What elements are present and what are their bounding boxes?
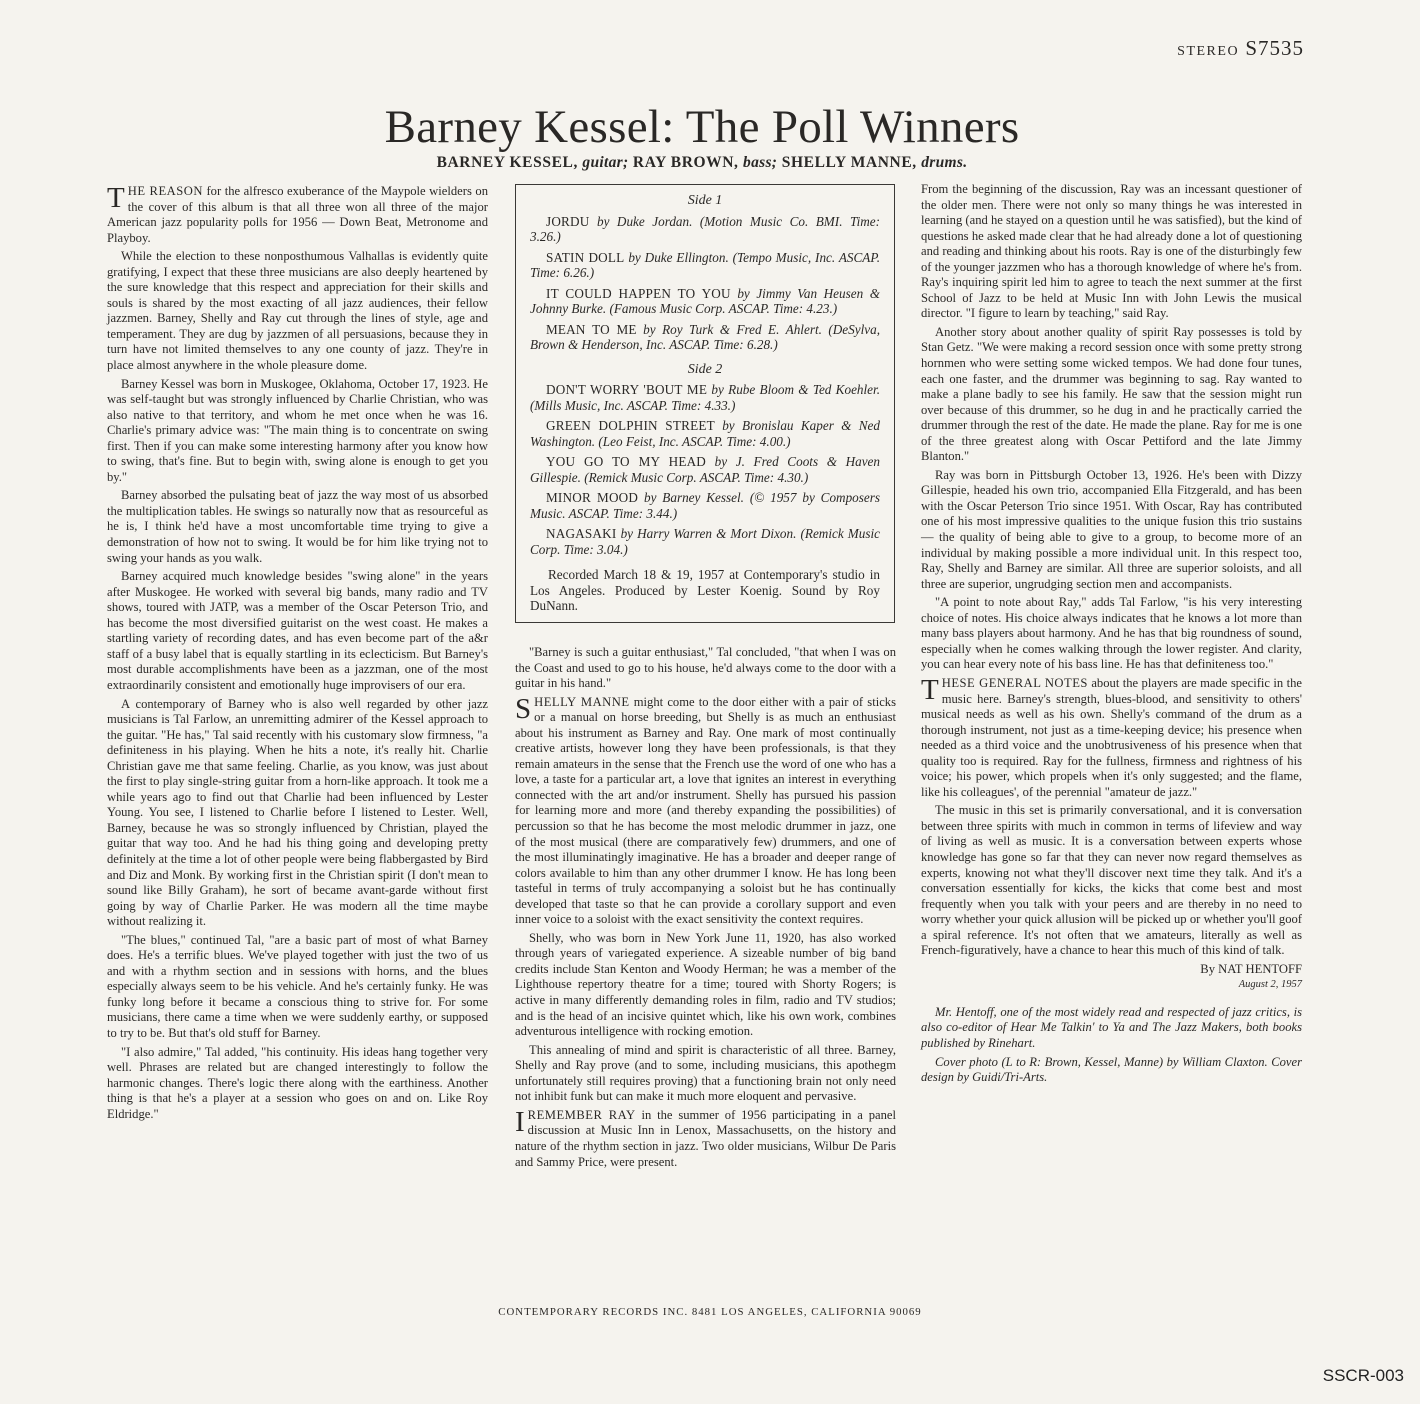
stereo-label: STEREO bbox=[1177, 44, 1240, 59]
paragraph-text: Barney absorbed the pulsating beat of jazz the way most of us absorbed the multiplication tables. He swings so naturally now that as resourceful as he is, I think he'd have a most uncomfortable time trying to give a demonstration of how not to swing. It would be for him like trying not to swing your hands as you walk. bbox=[107, 488, 488, 565]
paragraph-text: for the alfresco exuberance of the Maypole wielders on the cover of this album is that all three won all three of the major American jazz popularity polls for 1956 — Down Beat, Metronome and Playboy. bbox=[107, 184, 488, 245]
track-title: JORDU bbox=[546, 213, 590, 229]
tracklist-box bbox=[515, 184, 895, 623]
personnel-line bbox=[0, 154, 1404, 172]
lead-in-caps: REMEMBER RAY bbox=[527, 1107, 636, 1122]
track-entry bbox=[530, 526, 880, 557]
liner-notes-column-2 bbox=[515, 645, 896, 1173]
note-hentoff: Mr. Hentoff, one of the most widely read and respected of jazz critics, is also co-editor of Hear Me Talkin' to Ya and The Jazz Makers, both books published by Rinehart. bbox=[921, 1004, 1302, 1050]
paragraph-text: "Barney is such a guitar enthusiast," Tal concluded, "that when I was on the Coast and used to go to his house, he'd always come to the door with a guitar in his hand." bbox=[515, 645, 896, 691]
paragraph bbox=[515, 645, 896, 692]
paragraph-text: A contemporary of Barney who is also well regarded by other jazz musicians is Tal Farlow, an unremitting admirer of the Kessel approach to the guitar. "He has," Tal said recently with his customary slow firmness, "a definiteness in his playing. When he hits a note, it's really hit. Charlie Christian gave me that same feeling. Charlie, as you know, was just about the first to play single-string guitar from a horn-like approach. It took me a while years ago to find out that Charlie had been influenced by Lester Young. You see, I listened to Charlie before I listened to Lester. Well, Barney, because he was so strongly influenced by Christian, played the guitar that way too. And he had his thing going and developing pretty definitely at the time a lot of other people were being flabbergasted by Bird and Diz and Monk. By working first in the Christian spirit (I don't mean to sound like Billy Graham), he sort of became avant-garde without first going by way of Charlie Parker. He was modern all the time maybe without realizing it. bbox=[107, 696, 488, 929]
track-entry bbox=[530, 214, 880, 245]
drop-cap: S bbox=[515, 692, 532, 725]
author-byline: By NAT HENTOFF bbox=[1200, 961, 1302, 976]
lead-in-caps: HELLY MANNE bbox=[534, 694, 630, 709]
track-entry bbox=[530, 250, 880, 281]
paragraph-text: Shelly, who was born in New York June 11, 1920, has also worked through years of variegated experience. A sizeable number of big band credits include Stan Kenton and Woody Herman; he was a member of the Lighthouse repertory theatre for a time; toured with Shorty Rogers; is active in many differently demanding roles in film, radio and TV studios; and is the head of an incisive quintet which, like his own work, combines adventurous intelligence with rocking emotion. bbox=[515, 930, 896, 1039]
brown-name: RAY BROWN, bbox=[632, 154, 739, 171]
signature bbox=[921, 962, 1302, 993]
track-entry bbox=[530, 418, 880, 449]
track-entry bbox=[530, 322, 880, 353]
manne-name: SHELLY MANNE, bbox=[781, 154, 917, 171]
liner-notes-column-1 bbox=[107, 184, 488, 1125]
paragraph bbox=[107, 933, 488, 1042]
lead-in-caps: HE REASON bbox=[127, 184, 203, 198]
side-1-heading: Side 1 bbox=[687, 193, 723, 208]
track-title: NAGASAKI bbox=[546, 526, 617, 541]
track-credit: by Rube Bloom & Ted Koehler. (Mills Music, Inc. ASCAP. Time: 4.33.) bbox=[530, 382, 881, 413]
track-credit: by Bronislau Kaper & Ned Washington. (Leo Feist, Inc. ASCAP. Time: 4.00.) bbox=[530, 418, 881, 449]
kessel-name: BARNEY KESSEL, bbox=[436, 154, 578, 171]
paragraph bbox=[107, 377, 488, 486]
paragraph-text: Barney acquired much knowledge besides "swing alone" in the years after Muskogee. He worked with several big bands, many radio and TV shows, toured with JATP, was a member of the Oscar Peterson Trio, and has become the most diversified guitarist on the west coast. He makes a startling variety of recording dates, and has even become part of the a&r staff of a busy label that is equally startling in its eclecticism. But Barney's most durable accomplishments have been as a jazzman, one of the most extraordinarily consistent and emotionally huge improvisers of our era. bbox=[107, 569, 488, 692]
track-entry bbox=[530, 490, 880, 521]
paragraph-text: "I also admire," Tal added, "his continuity. His ideas hang together very well. Phrases are related but are changed interestingly to follow the harmonic changes. There's logic there along with the earthiness. Another thing is that he's a player at a session who goes on and on. Like Roy Eldridge." bbox=[107, 1044, 488, 1121]
manne-instrument: drums. bbox=[921, 154, 968, 171]
paragraph-text: about the players are made specific in the music here. Barney's strength, blues-blood, and sensitivity to others' musical needs as well as his own. Shelly's command of the drum as a thorough instrument, not just as a time-keeping device; his presence when needed as a third voice and the unobtrusiveness of his presence when that quality too is required. Ray for the fullness, firmness and rightness of his voice; his power, which propels when it's only suggested; and the flame, like his colleagues', of the perennial "amateur de jazz." bbox=[921, 675, 1303, 799]
track-entry bbox=[530, 382, 880, 413]
track-credit: by Jimmy Van Heusen & Johnny Burke. (Famous Music Corp. ASCAP. Time: 4.23.) bbox=[530, 285, 881, 316]
note-cover-photo: Cover photo (L to R: Brown, Kessel, Manne) by William Claxton. Cover design by Guidi/Tri-Arts. bbox=[921, 1054, 1302, 1085]
paragraph bbox=[921, 325, 1302, 465]
paragraph bbox=[921, 673, 1303, 800]
paragraph bbox=[107, 1045, 488, 1123]
paragraph bbox=[921, 468, 1302, 592]
paragraph bbox=[107, 249, 488, 373]
track-entry bbox=[530, 286, 880, 317]
album-title: Barney Kessel: The Poll Winners bbox=[384, 101, 1020, 153]
track-title: IT COULD HAPPEN TO YOU bbox=[546, 285, 731, 301]
brown-instrument: bass; bbox=[743, 154, 778, 171]
drop-cap: T bbox=[921, 673, 939, 706]
paragraph-text: "A point to note about Ray," adds Tal Farlow, "is his very interesting choice of notes. His choice always indicates that he knows a lot more than many bass players about harmony. And he has that big roundness of sound, especially when he comes walking through the lower register. And clarity, you can hear every note of his bass line. He has that definiteness too." bbox=[921, 595, 1302, 672]
track-credit: by Barney Kessel. (© 1957 by Composers Music. ASCAP. Time: 3.44.) bbox=[530, 490, 881, 521]
paragraph bbox=[515, 1043, 896, 1105]
liner-notes-column-3 bbox=[921, 182, 1302, 1089]
side-2-heading: Side 2 bbox=[687, 361, 723, 377]
track-title: MEAN TO ME bbox=[546, 321, 637, 337]
lead-in-caps: HESE GENERAL NOTES bbox=[941, 675, 1088, 690]
paragraph-text: "The blues," continued Tal, "are a basic part of most of what Barney does. He's a terrific blues. We've played together with just the two of us and with a rhythm section and in sessions with horns, and the blues especially always seem to be his vehicle. And he's certainly funky. He was funky long before it became a conscious thing to strive for. For some musicians, there came a time when we were suddenly earthy, or supposed to try to be. But that's old stuff for Barney. bbox=[107, 932, 488, 1040]
credits-notes bbox=[921, 1005, 1302, 1086]
signature-date: August 2, 1957 bbox=[1238, 979, 1302, 991]
track-title: SATIN DOLL bbox=[546, 249, 625, 265]
paragraph-text: From the beginning of the discussion, Ray was an incessant questioner of the older men. There were not only so many things he was interested in learning (and he stayed on a question until he was satisfied), but the kind of questions he asked made clear that he had already done a lot of questioning and reading and thinking about his roots. Ray is one of the disturbingly few of the younger jazzmen who has a thorough knowledge of where he's from. Ray's inquiring spirit led him to agree to teach the next summer at the first School of Jazz to be held at Music Inn with John Lewis the musical director. "I figure to learn by teaching," said Ray. bbox=[921, 182, 1302, 321]
paragraph bbox=[515, 692, 896, 928]
recording-credits: Recorded March 18 & 19, 1957 at Contemporary's studio in Los Angeles. Produced by Lester Koenig. Sound by Roy DuNann. bbox=[530, 567, 880, 613]
track-title: MINOR MOOD bbox=[546, 490, 639, 505]
paragraph-text: in the summer of 1956 participating in a panel discussion at Music Inn in Lenox, Massachusetts, on the history and nature of the rhythm section in jazz. Two older musicians, Wilbur De Paris and Sammy Price, were present. bbox=[515, 1107, 896, 1169]
paragraph bbox=[515, 931, 896, 1040]
track-credit: by J. Fred Coots & Haven Gillespie. (Remick Music Corp. ASCAP. Time: 4.30.) bbox=[530, 454, 881, 485]
track-credit: by Roy Turk & Fred E. Ahlert. (DeSylva, Brown & Henderson, Inc. ASCAP. Time: 6.28.) bbox=[530, 321, 881, 352]
paragraph bbox=[107, 569, 488, 693]
track-title: DON'T WORRY 'BOUT ME bbox=[546, 382, 708, 397]
side-2-tracks bbox=[530, 382, 880, 557]
track-credit: by Duke Ellington. (Tempo Music, Inc. ASCAP. Time: 6.26.) bbox=[530, 249, 881, 280]
paragraph bbox=[921, 595, 1302, 673]
stereo-catalog bbox=[1177, 36, 1304, 61]
track-credit: by Harry Warren & Mort Dixon. (Remick Music Corp. Time: 3.04.) bbox=[530, 526, 881, 557]
paragraph-text: The music in this set is primarily conversational, and it is conversation between three spirits with much in common in terms of lifeview and way of living as well as music. It is a conversation between experts whose knowledge has gone so far that they can never now regard themselves as experts, knowing not what they'll discover next time they talk. And it's a conversation essentially for kicks, the kicks that come best and most frequently when you talk with your peers and are thereby in no need to worry whether your quick allusion will be picked up or whether you'll goof a spiral reference. It's not often that we amateurs, literally as well as French-figuratively, have a chance to hear this much of this kind of talk. bbox=[921, 803, 1302, 958]
drop-cap: T bbox=[107, 182, 125, 214]
label-footer: CONTEMPORARY RECORDS INC. 8481 LOS ANGELES, CALIFORNIA 90069 bbox=[498, 1306, 922, 1318]
paragraph bbox=[921, 803, 1302, 958]
track-title: YOU GO TO MY HEAD bbox=[546, 454, 707, 469]
paragraph bbox=[515, 1105, 896, 1170]
drop-cap: I bbox=[515, 1105, 525, 1138]
paragraph-text: While the election to these nonposthumous Valhallas is evidently quite gratifying, I expect that these three musicians are also deeply heartened by the sure knowledge that this respect and appreciation for their skills and souls is shared by the most exacting of all jazz audiences, their fellow jazzmen. Barney, Shelly and Ray cut through the lines of style, age and temperament. They are dug by jazzmen of all persuasions, because they in turn have not limited themselves to any one county of jazz. They're in place almost anywhere in the whole pleasure dome. bbox=[107, 249, 488, 373]
catalog-number: S7535 bbox=[1245, 36, 1304, 60]
paragraph-text: Ray was born in Pittsburgh October 13, 1926. He's been with Dizzy Gillespie, headed his own trio, accompanied Ella Fitzgerald, and has been with the Oscar Peterson Trio since 1951. With Oscar, Ray has contributed one of his most impressive qualities to the unique fusion this trio sustains — the quality of being able to give to a group, to become more of an individual by making possible a more individual unit. In this respect too, Ray, Shelly and Barney are similar. All three are superior soloists, and all three are superior, ungrudging section men and accompanists. bbox=[921, 467, 1302, 591]
track-credit: by Duke Jordan. (Motion Music Co. BMI. Time: 3.26.) bbox=[530, 213, 881, 244]
paragraph bbox=[921, 182, 1302, 322]
paragraph-text: This annealing of mind and spirit is characteristic of all three. Barney, Shelly and Ray prove (and to some, including musicians, this apothegm unfortunately still requires proving) that a functioning brain not only need not inhibit funk but can make it much more eloquent and pervasive. bbox=[515, 1042, 896, 1104]
paragraph-text: might come to the door either with a pair of sticks or a manual on horse breeding, but Shelly is as much an enthusiast about his instrument as Barney and Ray. One mark of most continually creative artists, however long they have been professionals, is that they remain amateurs in the sense that the French use the word of one who has a love, a taste for a particular art, a love that ignites an interest in everything connected with the art and/or instrument. Shelly has pursued his passion for learning more and more (and thereby expanding the possibilities) of percussion so that he has become the most melodic drummer in jazz, one of the most musical (there are comparatively few) drummers, and one of the most illuminatingly imaginative. He has a broader and deeper range of colors available to him than any other drummer I know. He has long been tasteful in terms of truly accompanying a soloist but he has continually developed that taste so that he can provide a corollary support and even inner voice to a soloist with the exact sensitivity the context requires. bbox=[515, 694, 896, 927]
side-1-tracks bbox=[530, 214, 880, 353]
track-title: GREEN DOLPHIN STREET bbox=[546, 418, 715, 433]
paragraph bbox=[107, 697, 488, 930]
track-entry bbox=[530, 454, 880, 485]
paragraph-text: Barney Kessel was born in Muskogee, Oklahoma, October 17, 1923. He was self-taught but was strongly influenced by Charlie Christian, who was also native to that territory, and whom he met once when he was 16. Charlie's primary advice was: "The main thing is to concentrate on swing first. Then if you can make some interesting harmony after you know how to swing, that's fine. But to begin with, swing alone is enough to get you by." bbox=[107, 376, 488, 484]
kessel-instrument: guitar; bbox=[582, 154, 629, 171]
catalog-code: SSCR-003 bbox=[1322, 1366, 1404, 1385]
paragraph-text: Another story about another quality of spirit Ray possesses is told by Stan Getz. "We were making a record session once with some pretty strong hornmen who were setting some wicked tempos. We had done four tunes, each one faster, and the drummer was beginning to sag. Ray wanted to make a plane badly to see his family. He saw that the session might run over because of this drummer, so he dug in and he practically carried the drummer through the rest of the date. He made the plane. Ray for me is one of the three greatest along with Oscar Pettiford and the late Jimmy Blanton." bbox=[921, 324, 1302, 464]
paragraph bbox=[107, 184, 488, 246]
paragraph bbox=[107, 488, 488, 566]
column-3-body bbox=[921, 182, 1302, 959]
